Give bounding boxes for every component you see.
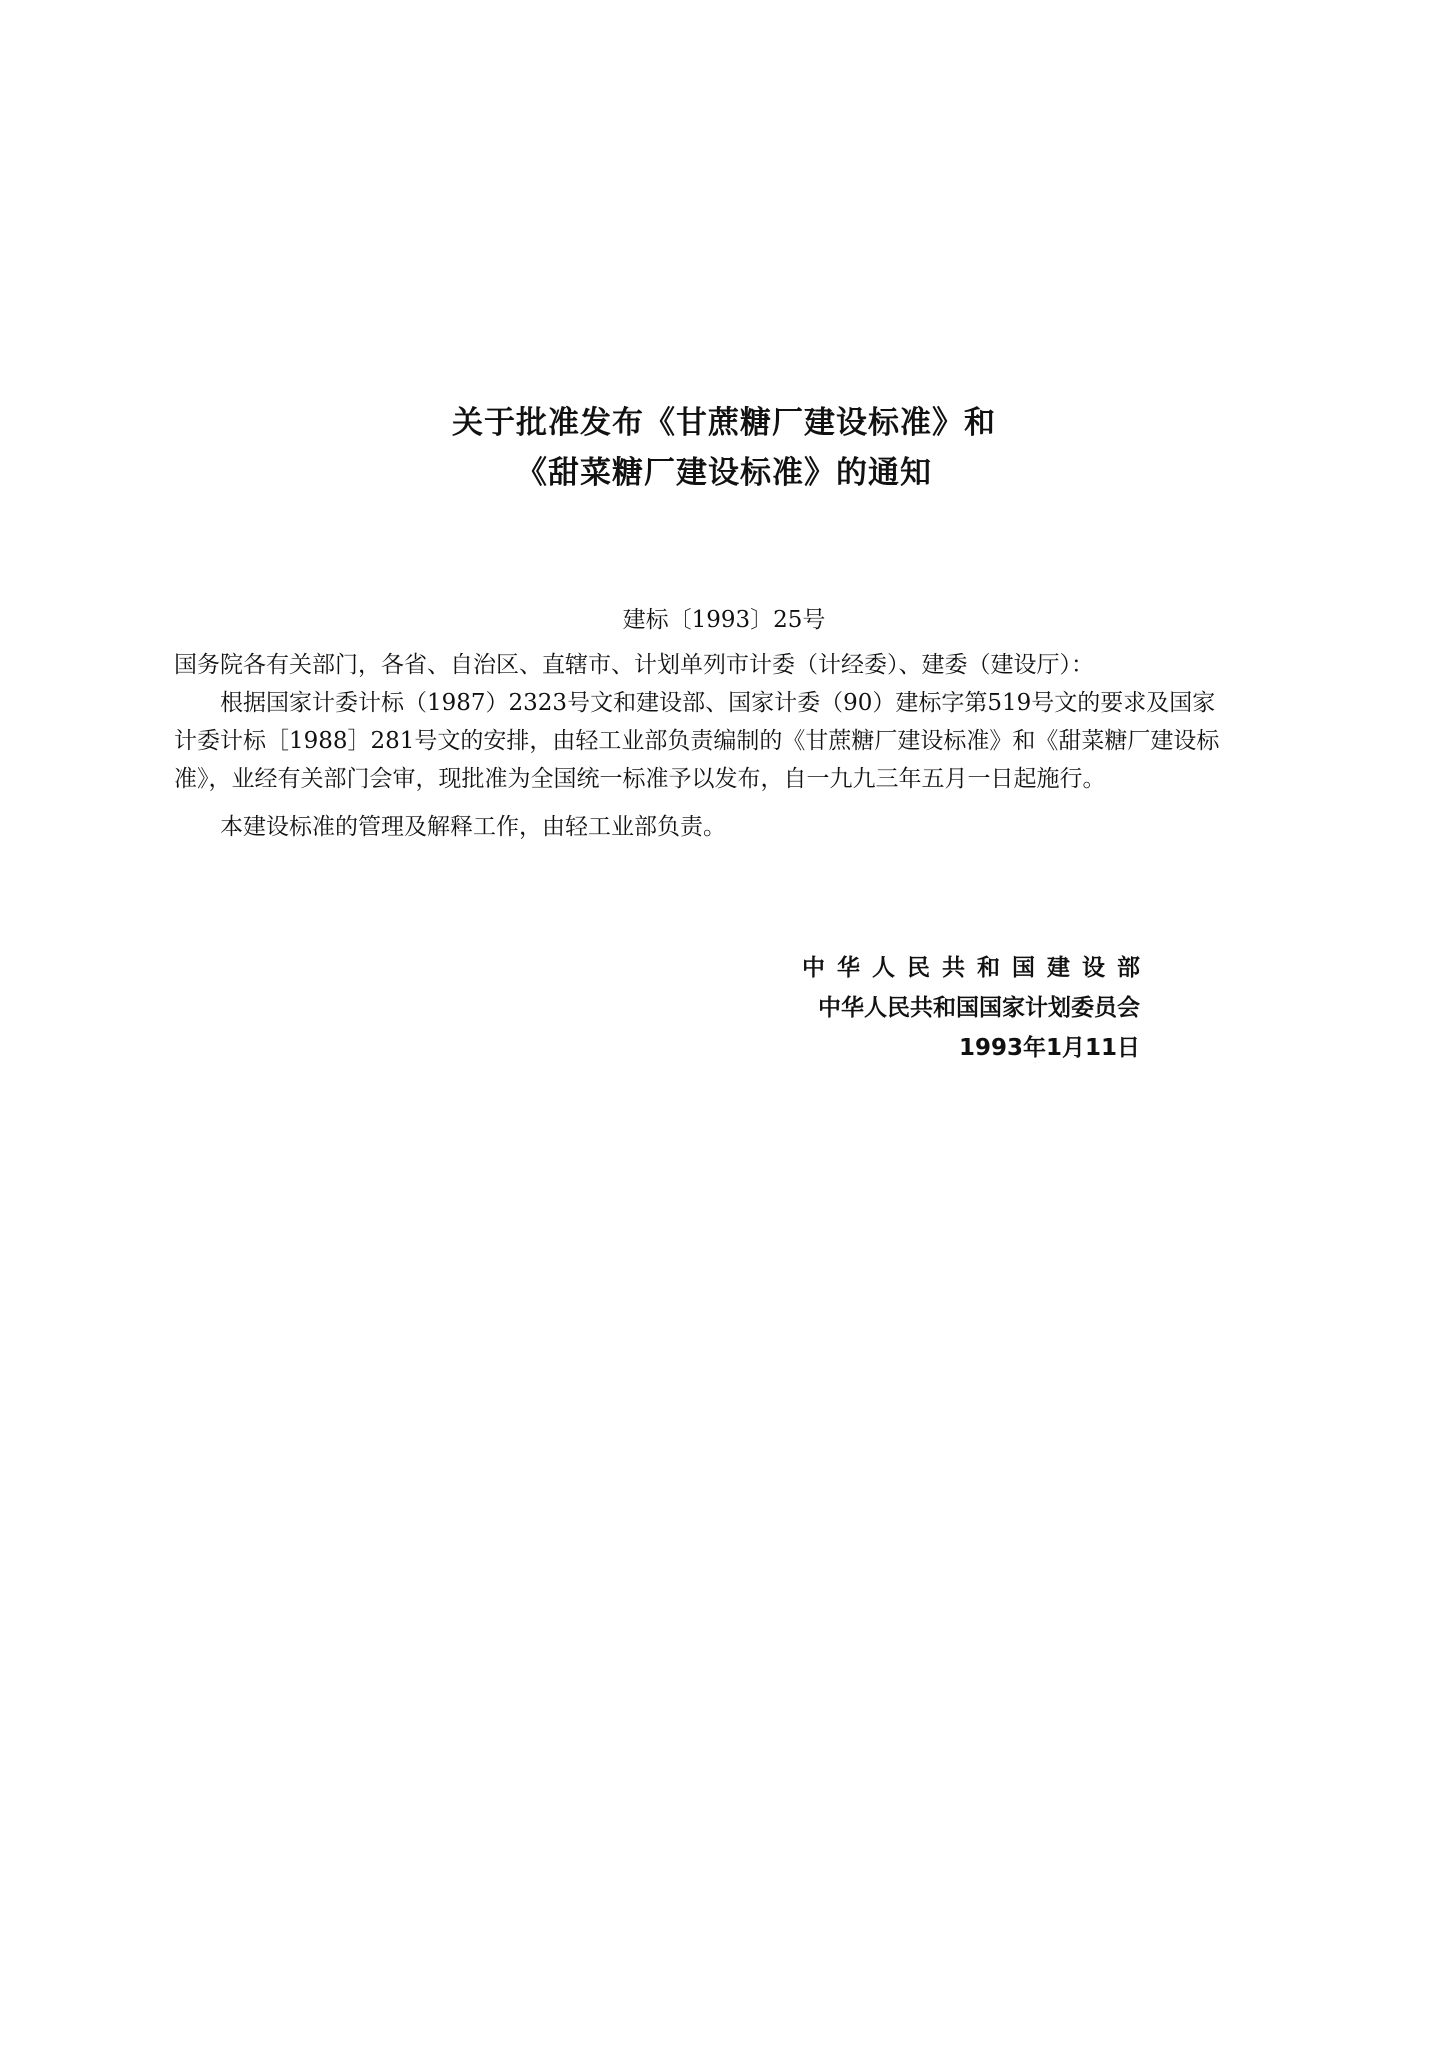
paragraph2: 本建设标准的管理及解释工作，由轻工业部负责。 <box>220 814 726 840</box>
signature-date: 1993年1月11日 <box>958 1035 1140 1061</box>
document-number: 建标〔1993〕25号 <box>622 607 826 633</box>
paragraph1-line3: 准》，业经有关部门会审，现批准为全国统一标准予以发布，自一九九三年五月一日起施行。 <box>174 766 1106 792</box>
signatory-ministry-of-construction: 中华人民共和国建设部 <box>802 955 1152 981</box>
paragraph1-line2: 计委计标［1988］281号文的安排，由轻工业部负责编制的《甘蔗糖厂建设标准》和《甜菜糖厂建设标 <box>174 728 1220 754</box>
addressee-line: 国务院各有关部门，各省、自治区、直辖市、计划单列市计委（计经委）、建委（建设厅）： <box>174 652 1094 678</box>
signatory-state-planning-commission: 中华人民共和国国家计划委员会 <box>818 995 1140 1021</box>
paragraph1-line1: 根据国家计委计标（1987）2323号文和建设部、国家计委（90）建标字第519号文的要求及国家 <box>220 690 1216 716</box>
notice-title-line1: 关于批准发布《甘蔗糖厂建设标准》和 <box>452 405 996 441</box>
notice-title-line2: 《甜菜糖厂建设标准》的通知 <box>516 455 932 491</box>
